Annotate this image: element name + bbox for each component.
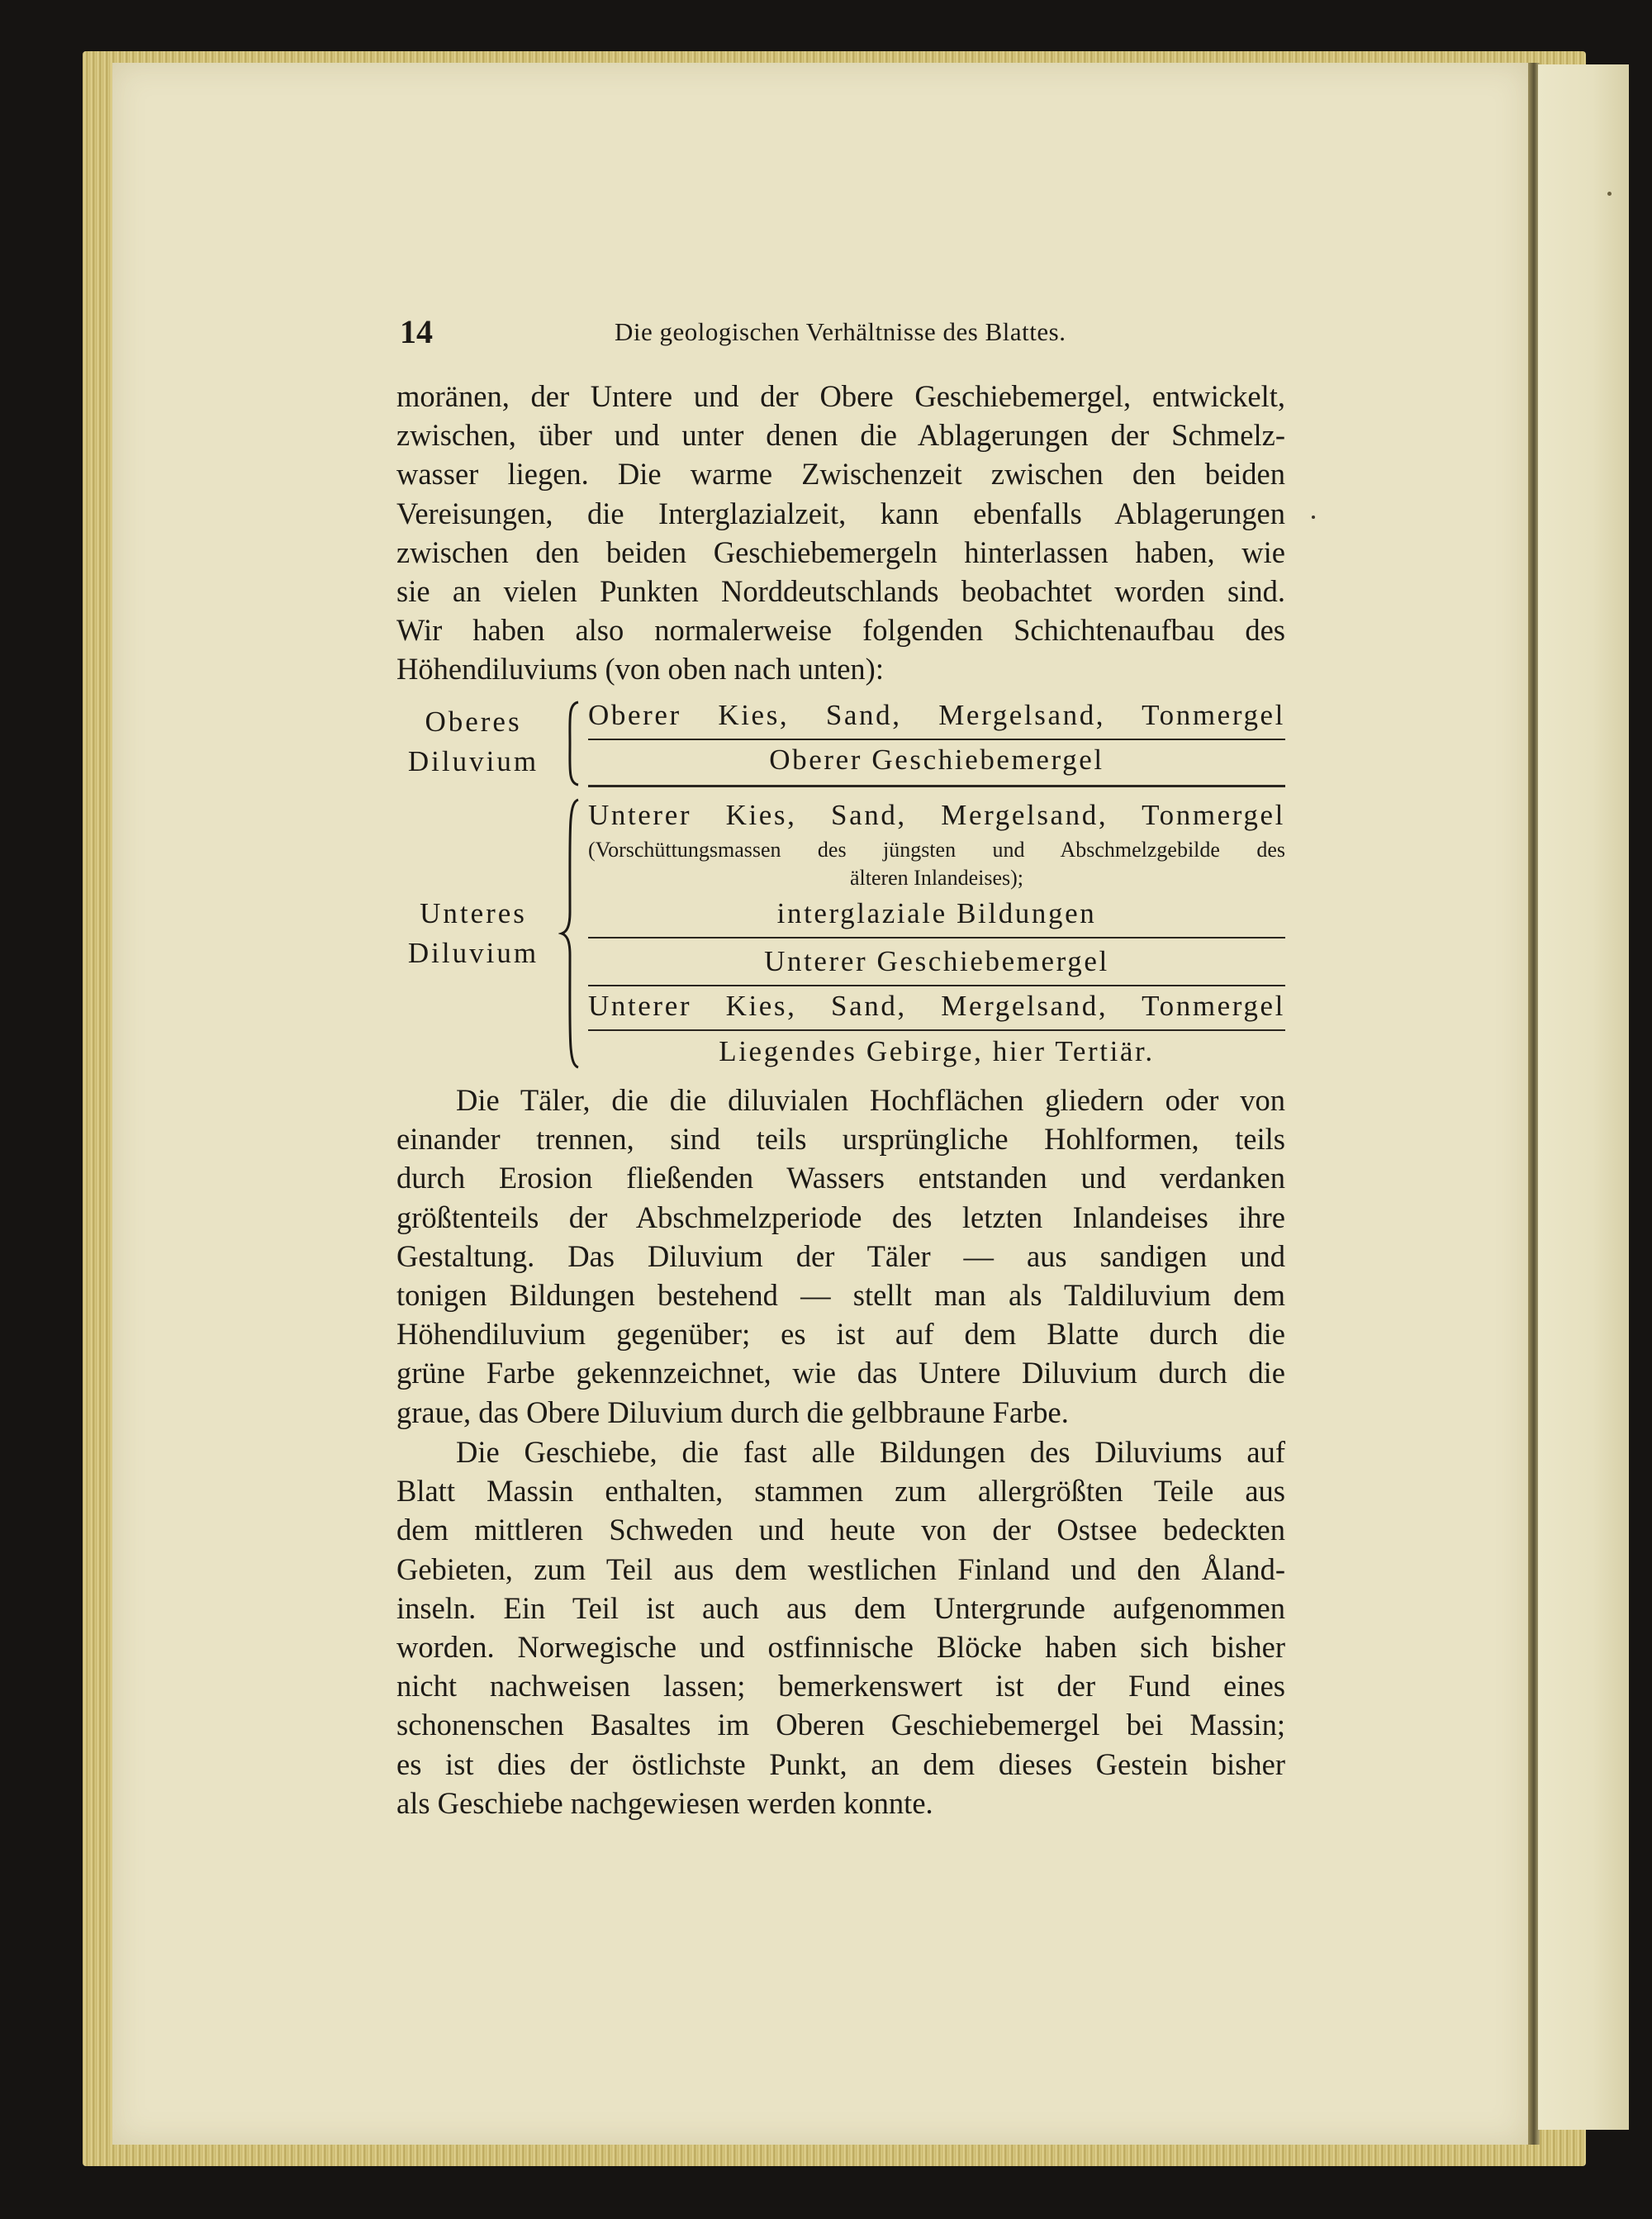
upper-brace-icon	[558, 699, 583, 788]
bedrock-layer: Liegendes Gebirge, hier Tertiär.	[719, 1035, 1155, 1067]
text-line: dem mittleren Schweden und heute von der Ostsee bedeckten	[396, 1513, 1285, 1547]
paragraph-1	[396, 377, 1285, 689]
lower-layer-gravel-2: Unterer Kies, Sand, Mergelsand, Tonmergel	[588, 990, 1285, 1022]
text-line: Vereisungen, die Interglazialzeit, kann ebenfalls Ablagerungen	[396, 496, 1285, 530]
paragraph-3	[396, 1433, 1285, 1822]
upper-diluvium-label-line1: Oberes	[425, 706, 522, 738]
text-line: Blatt Massin enthalten, stammen zum allergrößten Teile aus	[396, 1474, 1285, 1509]
lower-layer-till: Unterer Geschiebemergel	[764, 945, 1109, 977]
text-line: Höhendiluvium gegenüber; es ist auf dem Blatte durch die	[396, 1317, 1285, 1352]
lower-layer-gravel: Unterer Kies, Sand, Mergelsand, Tonmergel	[588, 799, 1285, 831]
text-line: worden. Norwegische und ostfinnische Blöcke haben sich bisher	[396, 1629, 1285, 1664]
text-line: schonenschen Basaltes im Oberen Geschiebemergel bei Massin;	[396, 1708, 1285, 1742]
text-line: sie an vielen Punkten Norddeutschlands beobachtet worden sind.	[396, 573, 1285, 608]
text-line: Gebieten, zum Teil aus dem westlichen Finland und den Åland-	[396, 1551, 1285, 1586]
note-line: (Vorschüttungsmassen des jüngsten und Abschmelzgebilde des	[588, 838, 1285, 862]
paragraph-2	[396, 1081, 1285, 1432]
lower-diluvium-label-line1: Unteres	[420, 897, 527, 929]
text-line: graue, das Obere Diluvium durch die gelbbraune Farbe.	[396, 1395, 1069, 1429]
text-line: Die Täler, die die diluvialen Hochflächen gliedern oder von	[456, 1083, 1285, 1117]
text-line: Gestaltung. Das Diluvium der Täler — aus sandigen und	[396, 1238, 1285, 1273]
text-line: nicht nachweisen lassen; bemerkenswert ist der Fund eines	[396, 1669, 1285, 1703]
facing-page-edge	[1538, 64, 1629, 2130]
text-line: wasser liegen. Die warme Zwischenzeit zwischen den beiden	[396, 457, 1285, 492]
text-line: inseln. Ein Teil ist auch aus dem Untergrunde aufgenommen	[396, 1590, 1285, 1625]
lower-layer-note	[588, 836, 1285, 892]
text-line: es ist dies der östlichste Punkt, an dem dieses Gestein bisher	[396, 1746, 1285, 1781]
page-number: 14	[400, 313, 433, 350]
text-line: durch Erosion fließenden Wassers entstanden und verdanken	[396, 1161, 1285, 1195]
note-line: älteren Inlandeises);	[849, 866, 1024, 890]
text-line: einander trennen, sind teils ursprüngliche Hohlformen, teils	[396, 1122, 1285, 1157]
upper-layer-till: Oberer Geschiebemergel	[769, 744, 1104, 776]
text-line: größtenteils der Abschmelzperiode des letzten Inlandeises ihre	[396, 1200, 1285, 1234]
upper-layer-gravel: Oberer Kies, Sand, Mergelsand, Tonmergel	[588, 699, 1285, 731]
text-line: Wir haben also normalerweise folgenden Schichtenaufbau des	[396, 613, 1285, 648]
stratigraphy-table	[396, 691, 1285, 1071]
running-title: Die geologischen Verhältnisse des Blattes.	[615, 317, 1066, 346]
diluvium-boundary	[588, 785, 1285, 787]
text-line: moränen, der Untere und der Obere Geschiebemergel, entwickelt,	[396, 379, 1285, 413]
layer-divider	[588, 937, 1285, 938]
text-line: Die Geschiebe, die fast alle Bildungen des Diluviums auf	[456, 1435, 1285, 1469]
upper-diluvium-label-line2: Diluvium	[407, 745, 539, 777]
interglacial-layer: interglaziale Bildungen	[776, 897, 1097, 929]
text-line: als Geschiebe nachgewiesen werden konnte.	[396, 1785, 933, 1820]
scan-speck	[1312, 516, 1315, 519]
lower-brace-icon	[558, 796, 583, 1071]
text-line: tonigen Bildungen bestehend — stellt man als Taldiluvium dem	[396, 1277, 1285, 1312]
text-line: Höhendiluviums (von oben nach unten):	[396, 652, 884, 687]
text-line: grüne Farbe gekennzeichnet, wie das Untere Diluvium durch die	[396, 1356, 1285, 1390]
text-line: zwischen den beiden Geschiebemergeln hinterlassen haben, wie	[396, 535, 1285, 569]
lower-diluvium-label-line2: Diluvium	[407, 937, 539, 969]
scan-speck	[1607, 192, 1612, 196]
text-line: zwischen, über und unter denen die Ablagerungen der Schmelz-	[396, 418, 1285, 453]
